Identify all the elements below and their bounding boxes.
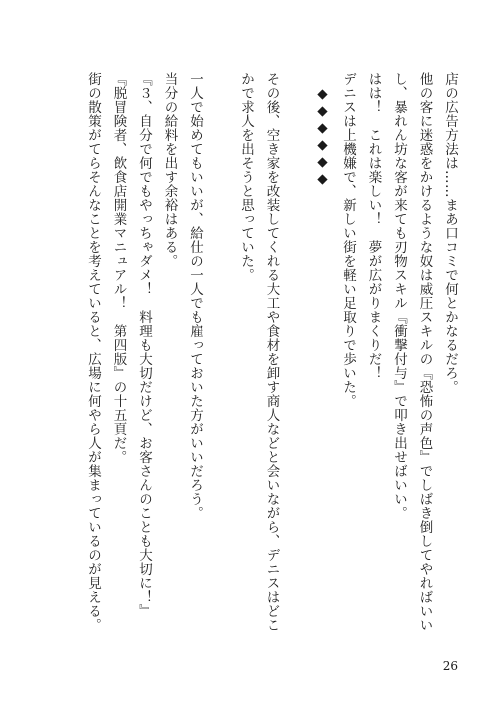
paragraph-9: 『脱冒険者、飲食店開業マニュアル！ 第四版』の十五頁だ。 (110, 72, 127, 464)
body-text (80, 72, 463, 632)
paragraph-5: その後、空き家を改装してくれる大工や食材を卸す商人などと会いながら、デニスはどこかで求人を出そうと思っていた。 (238, 72, 280, 632)
paragraph-10: 街の散策がてらそんなことを考えていると、広場に何やら人が集まっているのが見える。 (85, 72, 101, 632)
paragraph-7: 当分の給料を出す余裕はある。 (161, 72, 178, 268)
paragraph-8: 『３、自分で何でもやっちゃダメ！ 料理も大切だけど、お客さんのことも大切に！』 (136, 72, 152, 618)
paragraph-6: 一人で始めてもいいが、給仕の一人でも雇っておいた方がいいだろう。 (187, 72, 203, 520)
paragraph-4: デニスは上機嫌で、新しい街を軽い足取りで歩いた。 (340, 72, 356, 408)
scene-separator: ◆◆◆◆◆◆ (314, 86, 331, 188)
page-number: 26 (442, 659, 458, 673)
paragraph-3: はは！ これは楽しい！ 夢が広がりまくりだ！ (365, 72, 382, 380)
paragraph-2: 他の客に迷惑をかけるような奴は威圧スキルの『恐怖の声色』でしばき倒してやればいいし、暴れん坊な客が来ても刃物スキル『衝撃付与』で叩き出せばいい。 (391, 72, 433, 632)
paragraph-1: 店の広告方法は……まあ口コミで何とかなるだろ。 (442, 72, 458, 394)
